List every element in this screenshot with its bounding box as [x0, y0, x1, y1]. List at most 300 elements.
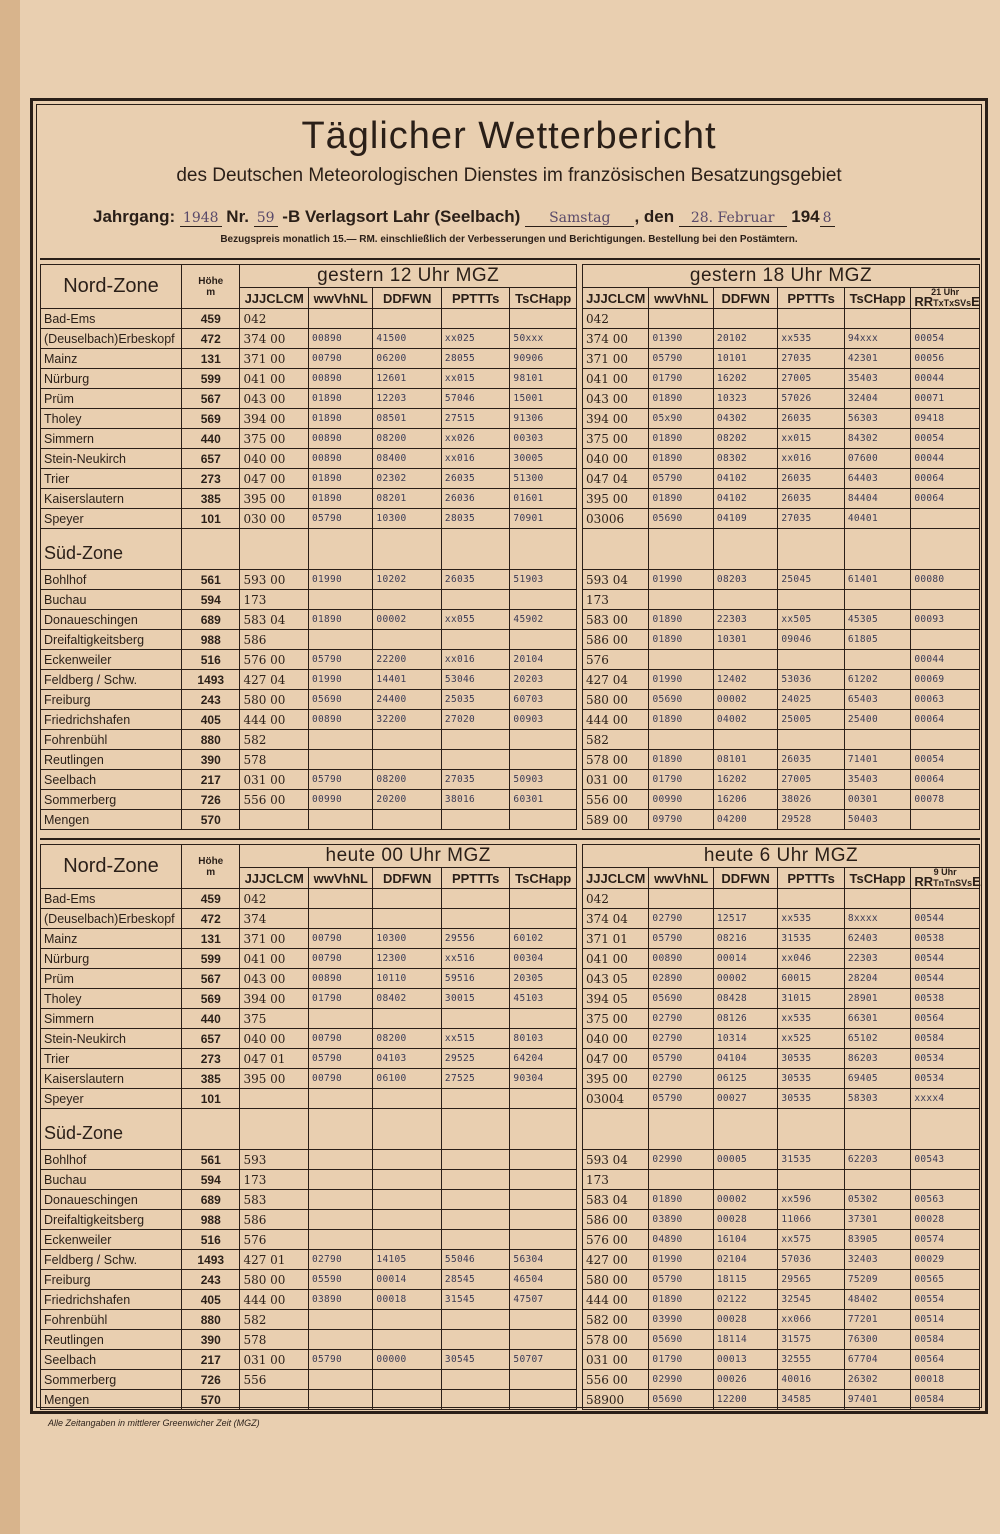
obs-cell: 582 [240, 1310, 309, 1330]
obs-cell: 041 00 [240, 369, 309, 389]
obs-cell: 394 05 [582, 989, 648, 1009]
obs-cell: 00534 [911, 1069, 980, 1089]
obs-cell: 29528 [778, 810, 844, 830]
obs-cell: 02302 [373, 469, 442, 489]
col-header-rr [911, 288, 980, 309]
obs-cell: xx015 [441, 369, 510, 389]
table-row [41, 650, 980, 670]
obs-cell: 583 04 [240, 610, 309, 630]
obs-cell: 05790 [649, 349, 713, 369]
obs-cell: 05790 [308, 770, 372, 790]
obs-cell: 01890 [649, 449, 713, 469]
col-header-c5: TsCHapp [844, 288, 910, 309]
obs-cell: 173 [240, 1170, 309, 1190]
station-name: Bohlhof [41, 570, 182, 590]
obs-cell [510, 1150, 576, 1170]
obs-cell: 394 00 [240, 409, 309, 429]
obs-cell [649, 1170, 713, 1190]
station-height: 567 [182, 389, 240, 409]
obs-cell: 371 00 [240, 929, 309, 949]
obs-cell: 37301 [844, 1210, 910, 1230]
obs-cell: 01890 [649, 389, 713, 409]
obs-cell: 09790 [649, 810, 713, 830]
obs-cell: 00078 [911, 790, 980, 810]
table-row [41, 1009, 980, 1029]
obs-cell: xx505 [778, 610, 844, 630]
station-name: Sommerberg [41, 1370, 182, 1390]
obs-cell [308, 1089, 372, 1109]
obs-cell: 8xxxx [844, 909, 910, 929]
obs-cell [308, 889, 372, 909]
obs-cell: 173 [582, 1170, 648, 1190]
obs-cell [510, 1230, 576, 1250]
obs-cell: 67704 [844, 1350, 910, 1370]
obs-cell: 09046 [778, 630, 844, 650]
station-name: Tholey [41, 989, 182, 1009]
station-name: Seelbach [41, 1350, 182, 1370]
zone-title-nord: Nord-Zone [41, 845, 182, 889]
col-header-c3: DDFWN [713, 288, 777, 309]
station-name: Freiburg [41, 690, 182, 710]
obs-cell: xx026 [441, 429, 510, 449]
obs-cell: 70901 [510, 509, 577, 529]
col-header-rr [911, 868, 980, 889]
obs-cell [240, 810, 309, 830]
obs-cell: 12300 [373, 949, 442, 969]
obs-cell: 32545 [778, 1290, 844, 1310]
obs-cell: 00018 [911, 1370, 980, 1390]
obs-cell [911, 730, 980, 750]
obs-cell: 20203 [510, 670, 577, 690]
obs-cell [373, 730, 442, 750]
obs-cell: 05690 [649, 989, 713, 1009]
station-name: Reutlingen [41, 1330, 182, 1350]
obs-cell: 27035 [441, 770, 510, 790]
obs-cell: 047 04 [582, 469, 648, 489]
obs-cell: 00064 [911, 710, 980, 730]
table-row [41, 429, 980, 449]
table-row [41, 590, 980, 610]
table-row [41, 1150, 980, 1170]
year-prefix: 194 [791, 207, 820, 226]
obs-cell: 09418 [911, 409, 980, 429]
obs-cell: 04002 [713, 710, 777, 730]
station-height: 472 [182, 329, 240, 349]
obs-cell: 01890 [308, 409, 372, 429]
obs-cell: 00071 [911, 389, 980, 409]
obs-cell: 08202 [713, 429, 777, 449]
hoehe-unit: m [206, 286, 216, 298]
obs-cell: 02890 [649, 969, 713, 989]
obs-cell: 00564 [911, 1350, 980, 1370]
obs-cell [441, 630, 510, 650]
obs-cell [510, 1089, 576, 1109]
obs-cell: 80103 [510, 1029, 576, 1049]
obs-cell: 586 00 [582, 1210, 648, 1230]
obs-cell: 91306 [510, 409, 577, 429]
col-header-c2: wwVhNL [649, 288, 713, 309]
obs-cell: 01890 [308, 389, 372, 409]
obs-cell: 57036 [778, 1250, 844, 1270]
col-header-c3: DDFWN [373, 868, 442, 889]
obs-cell: 31535 [778, 929, 844, 949]
obs-cell [441, 1210, 510, 1230]
report-frame [30, 98, 988, 1414]
table-row [41, 389, 980, 409]
issue-line [93, 207, 961, 227]
report-inner [36, 104, 982, 1408]
obs-cell: 30535 [778, 1069, 844, 1089]
obs-cell: 556 [240, 1370, 309, 1390]
station-name: Dreifaltigkeitsberg [41, 630, 182, 650]
obs-cell [441, 1390, 510, 1410]
obs-cell [308, 309, 372, 329]
obs-cell: 00790 [308, 1029, 372, 1049]
station-height: 101 [182, 509, 240, 529]
obs-cell: 02990 [649, 1370, 713, 1390]
empty-cell [582, 1109, 648, 1150]
station-name: Speyer [41, 509, 182, 529]
station-height: 516 [182, 650, 240, 670]
empty-cell [649, 529, 713, 570]
obs-cell [713, 590, 777, 610]
obs-cell: xx515 [441, 1029, 510, 1049]
table-row [41, 469, 980, 489]
obs-cell: 576 [240, 1230, 309, 1250]
station-name: Nürburg [41, 369, 182, 389]
obs-cell: 047 01 [240, 1049, 309, 1069]
obs-cell [308, 590, 372, 610]
obs-cell: 12402 [713, 670, 777, 690]
obs-cell: 173 [240, 590, 309, 610]
station-height: 459 [182, 309, 240, 329]
station-name: Bohlhof [41, 1150, 182, 1170]
station-height: 599 [182, 369, 240, 389]
bezugspreis-text: Bezugspreis monatlich 15.— RM. einschließlich der Verbesserungen und Berichtigungen. Bestellung bei den Postämtern. [220, 234, 798, 245]
obs-cell: 05690 [308, 690, 372, 710]
obs-cell: 12203 [373, 389, 442, 409]
station-name: Simmern [41, 1009, 182, 1029]
year-suffix: 8 [820, 210, 835, 227]
obs-cell: 66301 [844, 1009, 910, 1029]
obs-cell [911, 810, 980, 830]
obs-cell: 30015 [441, 989, 510, 1009]
obs-cell: 47507 [510, 1290, 576, 1310]
obs-cell: 30005 [510, 449, 577, 469]
obs-cell: 10300 [373, 929, 442, 949]
table-row [41, 710, 980, 730]
obs-cell: 24025 [778, 690, 844, 710]
station-name: Trier [41, 469, 182, 489]
obs-cell [441, 1150, 510, 1170]
obs-cell: 444 00 [582, 710, 648, 730]
obs-cell: 00890 [649, 949, 713, 969]
obs-cell: 00790 [308, 949, 372, 969]
station-height: 657 [182, 449, 240, 469]
obs-cell: xx575 [778, 1230, 844, 1250]
station-name: Feldberg / Schw. [41, 670, 182, 690]
station-name: Simmern [41, 429, 182, 449]
obs-cell [373, 1150, 442, 1170]
obs-cell: 16206 [713, 790, 777, 810]
obs-cell: 589 00 [582, 810, 648, 830]
obs-cell: 00028 [713, 1310, 777, 1330]
obs-cell: 375 00 [582, 1009, 648, 1029]
obs-cell: 06200 [373, 349, 442, 369]
station-height: 217 [182, 770, 240, 790]
obs-cell [441, 1190, 510, 1210]
obs-cell: 00054 [911, 329, 980, 349]
empty-cell [373, 529, 442, 570]
obs-cell [649, 889, 713, 909]
obs-cell [713, 730, 777, 750]
col-header-c4: PPTTTs [778, 288, 844, 309]
obs-cell: 00018 [373, 1290, 442, 1310]
obs-cell: 29525 [441, 1049, 510, 1069]
obs-cell [308, 730, 372, 750]
empty-cell [240, 529, 309, 570]
obs-cell: 583 04 [582, 1190, 648, 1210]
nr-label: Nr. [226, 207, 249, 226]
obs-cell: 26035 [778, 409, 844, 429]
obs-cell: 60703 [510, 690, 577, 710]
obs-cell: 02790 [649, 1029, 713, 1049]
obs-cell: 12200 [713, 1390, 777, 1410]
obs-cell: 02122 [713, 1290, 777, 1310]
jahrgang-label: Jahrgang: [93, 207, 176, 226]
obs-cell: 45902 [510, 610, 577, 630]
obs-cell [510, 590, 577, 610]
table-row [41, 369, 980, 389]
obs-cell: 580 00 [240, 1270, 309, 1290]
obs-cell [308, 1390, 372, 1410]
obs-cell: 00544 [911, 969, 980, 989]
obs-cell: 00890 [308, 369, 372, 389]
obs-cell: 30535 [778, 1049, 844, 1069]
obs-cell: 27515 [441, 409, 510, 429]
obs-cell: 01990 [649, 570, 713, 590]
obs-cell [510, 630, 577, 650]
station-height: 567 [182, 969, 240, 989]
col-header-c4: PPTTTs [441, 288, 510, 309]
station-name: Nürburg [41, 949, 182, 969]
rr-e: E [972, 874, 981, 889]
obs-cell: 28204 [844, 969, 910, 989]
obs-cell [308, 1150, 372, 1170]
obs-cell [510, 909, 576, 929]
station-height: 689 [182, 1190, 240, 1210]
obs-cell: 05790 [649, 469, 713, 489]
obs-cell: 28901 [844, 989, 910, 1009]
obs-cell: 371 00 [582, 349, 648, 369]
station-name: Stein-Neukirch [41, 449, 182, 469]
station-name: Stein-Neukirch [41, 1029, 182, 1049]
station-height: 459 [182, 889, 240, 909]
obs-cell: 10323 [713, 389, 777, 409]
obs-cell: 01890 [649, 429, 713, 449]
obs-cell: 18115 [713, 1270, 777, 1290]
table-row [41, 1290, 980, 1310]
empty-cell [182, 529, 240, 570]
station-height: 726 [182, 1370, 240, 1390]
zone-title-sued: Süd-Zone [41, 529, 182, 570]
obs-cell: 50xxx [510, 329, 577, 349]
obs-cell: 01390 [649, 329, 713, 349]
obs-cell: 76300 [844, 1330, 910, 1350]
obs-cell: 00563 [911, 1190, 980, 1210]
obs-cell: xx596 [778, 1190, 844, 1210]
obs-cell: 00069 [911, 670, 980, 690]
rr-e: E [971, 294, 980, 309]
table-row [41, 409, 980, 429]
obs-cell [373, 1210, 442, 1230]
obs-cell: 00790 [308, 1069, 372, 1089]
empty-cell [308, 1109, 372, 1150]
obs-cell: 94xxx [844, 329, 910, 349]
obs-cell: 040 00 [240, 449, 309, 469]
obs-cell [308, 1230, 372, 1250]
obs-cell: 01890 [649, 750, 713, 770]
station-name: Seelbach [41, 770, 182, 790]
obs-cell: 34585 [778, 1390, 844, 1410]
obs-cell: 10301 [713, 630, 777, 650]
obs-cell: 61202 [844, 670, 910, 690]
jahrgang-value: 1948 [180, 210, 222, 227]
obs-cell [373, 889, 442, 909]
obs-cell: 00063 [911, 690, 980, 710]
obs-cell: 00304 [510, 949, 576, 969]
hoehe-unit: m [206, 866, 216, 878]
table-row [41, 1069, 980, 1089]
obs-cell: 042 [582, 309, 648, 329]
obs-cell: 84302 [844, 429, 910, 449]
table-row [41, 1230, 980, 1250]
obs-cell: 05690 [649, 1390, 713, 1410]
obs-cell [373, 1170, 442, 1190]
empty-cell [373, 1109, 442, 1150]
station-height: 569 [182, 409, 240, 429]
obs-cell: 583 00 [582, 610, 648, 630]
obs-cell: 31545 [441, 1290, 510, 1310]
obs-cell: 00000 [373, 1350, 442, 1370]
station-name: Kaiserslautern [41, 489, 182, 509]
obs-cell: 26302 [844, 1370, 910, 1390]
obs-cell: 00002 [713, 690, 777, 710]
obs-cell: 00301 [844, 790, 910, 810]
obs-cell: xxxx4 [911, 1089, 980, 1109]
obs-cell [441, 1009, 510, 1029]
obs-cell: 578 [240, 750, 309, 770]
rr-sub-top: TnTn [933, 878, 956, 888]
empty-cell [510, 529, 577, 570]
obs-cell: 042 [240, 889, 309, 909]
obs-cell: 00303 [510, 429, 577, 449]
obs-cell: 03006 [582, 509, 648, 529]
obs-cell: 65102 [844, 1029, 910, 1049]
obs-cell [649, 590, 713, 610]
obs-cell [510, 1210, 576, 1230]
obs-cell [373, 1390, 442, 1410]
obs-cell [308, 1330, 372, 1350]
obs-cell: 593 [240, 1150, 309, 1170]
obs-cell: 01790 [308, 989, 372, 1009]
obs-cell: 20102 [713, 329, 777, 349]
obs-cell: 01990 [649, 670, 713, 690]
obs-cell: 26035 [441, 570, 510, 590]
station-name: Bad-Ems [41, 889, 182, 909]
station-height: 599 [182, 949, 240, 969]
obs-cell: 395 00 [240, 489, 309, 509]
obs-cell: 42301 [844, 349, 910, 369]
rr-sub-top: TxTx [933, 298, 955, 308]
table-row [41, 489, 980, 509]
obs-cell: 01890 [308, 469, 372, 489]
obs-cell: 040 00 [240, 1029, 309, 1049]
station-name: Buchau [41, 590, 182, 610]
obs-cell [373, 810, 442, 830]
station-height: 273 [182, 1049, 240, 1069]
obs-cell: 593 00 [240, 570, 309, 590]
footnote: Alle Zeitangaben in mittlerer Greenwicher Zeit (MGZ) [48, 1418, 260, 1428]
obs-cell: 00890 [308, 429, 372, 449]
obs-cell: 30545 [441, 1350, 510, 1370]
obs-cell: 427 00 [582, 1250, 648, 1270]
table-row [41, 509, 980, 529]
table-row [41, 1089, 980, 1109]
obs-cell: 53046 [441, 670, 510, 690]
obs-cell: 51903 [510, 570, 577, 590]
obs-cell: 00584 [911, 1330, 980, 1350]
empty-cell [308, 529, 372, 570]
empty-cell [844, 529, 910, 570]
obs-cell: 02104 [713, 1250, 777, 1270]
obs-cell [510, 810, 577, 830]
obs-cell: 83905 [844, 1230, 910, 1250]
station-height: 1493 [182, 670, 240, 690]
station-height: 385 [182, 489, 240, 509]
block-gestern [40, 258, 980, 827]
station-name: Eckenweiler [41, 1230, 182, 1250]
obs-cell: 05690 [649, 1330, 713, 1350]
table-row [41, 670, 980, 690]
obs-cell: 59516 [441, 969, 510, 989]
station-height: 689 [182, 610, 240, 630]
rr-hour: 9 Uhr [933, 867, 957, 877]
obs-cell: 05790 [308, 509, 372, 529]
obs-cell: 00790 [308, 929, 372, 949]
obs-cell: 22303 [844, 949, 910, 969]
empty-cell [510, 1109, 576, 1150]
obs-cell: 86203 [844, 1049, 910, 1069]
obs-cell: 04104 [713, 1049, 777, 1069]
obs-cell: 00013 [713, 1350, 777, 1370]
obs-cell [778, 730, 844, 750]
obs-cell: 00054 [911, 750, 980, 770]
obs-cell: 64403 [844, 469, 910, 489]
obs-cell [844, 650, 910, 670]
obs-cell: 00064 [911, 469, 980, 489]
obs-cell: 04109 [713, 509, 777, 529]
station-name: Bad-Ems [41, 309, 182, 329]
table-row [41, 750, 980, 770]
time-title-left: heute 00 Uhr MGZ [240, 845, 576, 868]
obs-cell: 042 [240, 309, 309, 329]
obs-cell: 18114 [713, 1330, 777, 1350]
obs-cell: 00027 [713, 1089, 777, 1109]
obs-cell: 047 00 [582, 1049, 648, 1069]
obs-cell: 00005 [713, 1150, 777, 1170]
obs-cell: 29556 [441, 929, 510, 949]
